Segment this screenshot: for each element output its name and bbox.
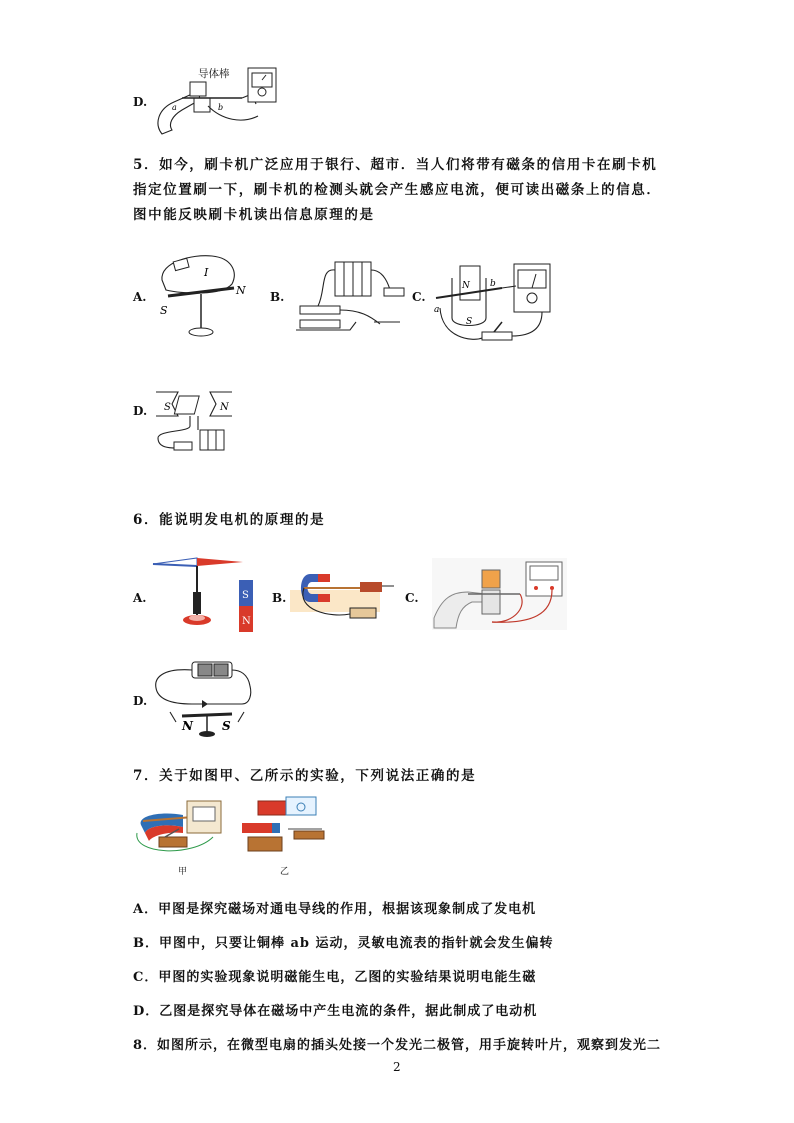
q7-option-a: A．甲图是探究磁场对通电导线的作用，根据该现象制成了发电机 xyxy=(133,902,537,917)
q6-option-d-diagram xyxy=(152,658,252,742)
q5-option-b-label: B. xyxy=(270,290,285,304)
q5-option-a-diagram xyxy=(152,250,247,344)
q5-option-c-label: C. xyxy=(412,290,426,304)
q8-question-text: 8．如图所示，在微型电扇的插头处接一个发光二极管，用手旋转叶片，观察到发光二 xyxy=(133,1038,662,1053)
q5-d-n: N xyxy=(220,402,229,413)
q7-caption-jia: 甲 xyxy=(178,867,188,877)
q6-d-n: N xyxy=(182,719,193,733)
q7-option-b: B．甲图中，只要让铜棒 ab 运动，灵敏电流表的指针就会发生偏转 xyxy=(133,936,554,951)
q7-figure-jia xyxy=(133,797,228,863)
q7-question-text: 7．关于如图甲、乙所示的实验，下列说法正确的是 xyxy=(133,768,477,784)
q6-option-c-diagram xyxy=(432,558,567,634)
q6-question-text: 6．能说明发电机的原理的是 xyxy=(133,512,326,528)
q7-option-d: D．乙图是探究导体在磁场中产生电流的条件，据此制成了电动机 xyxy=(133,1004,538,1019)
q7-caption-yi: 乙 xyxy=(280,867,290,877)
q6-magnet-s: S xyxy=(242,590,249,601)
q6-option-c-label: C. xyxy=(405,591,419,605)
q5-c-n: N xyxy=(462,281,470,291)
q5-a-current: I xyxy=(204,266,209,279)
q6-d-s: S xyxy=(222,719,231,733)
q6-option-a-label: A. xyxy=(133,591,147,605)
q5-option-b-diagram xyxy=(290,250,420,344)
q4-option-d-label: D. xyxy=(133,95,148,109)
page-number: 2 xyxy=(393,1060,401,1074)
q7-option-c: C．甲图的实验现象说明磁能生电，乙图的实验结果说明电能生磁 xyxy=(133,970,537,985)
q5-option-c-diagram xyxy=(432,258,562,354)
q5-a-s: S xyxy=(160,304,168,317)
q6-option-a-diagram xyxy=(153,556,268,640)
q5-c-s: S xyxy=(466,317,473,327)
q5-question-text: 5．如今，刷卡机广泛应用于银行、超市．当人们将带有磁条的信用卡在刷卡机指定位置刷一下，刷卡机的检测头就会产生感应电流，便可读出磁条上的信息．图中能反映刷卡机读出信息原理的是 xyxy=(133,157,662,223)
q6-option-d-label: D. xyxy=(133,694,148,708)
q6-option-b-label: B. xyxy=(272,591,287,605)
q5-d-s: S xyxy=(164,402,171,413)
q5-c-b: b xyxy=(490,279,496,289)
conductor-rod-label: 导体棒 xyxy=(198,68,230,80)
q4-point-b: b xyxy=(218,103,224,112)
q5-option-d-diagram xyxy=(150,378,240,462)
q6-magnet-n: N xyxy=(242,616,251,627)
q6-option-b-diagram xyxy=(290,570,402,630)
q4-point-a: a xyxy=(172,103,177,112)
q7-figure-yi xyxy=(238,797,328,863)
q5-a-n: N xyxy=(236,284,246,297)
q5-option-a-label: A. xyxy=(133,290,147,304)
q5-c-a: a xyxy=(434,305,440,315)
q5-option-d-label: D. xyxy=(133,404,148,418)
